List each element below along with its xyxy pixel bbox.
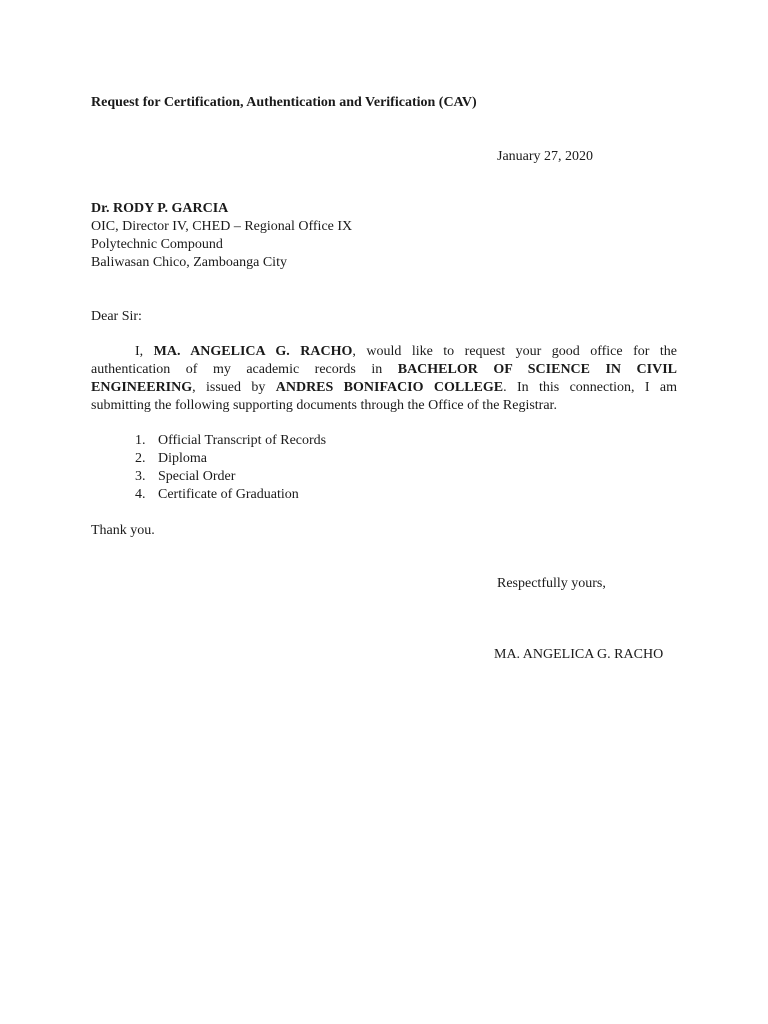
letter-date: January 27, 2020 [497, 149, 594, 164]
recipient-address-line1: Polytechnic Compound [91, 237, 223, 252]
recipient-address-line2: Baliwasan Chico, Zamboanga City [91, 255, 287, 270]
body-text: , issued by [192, 380, 276, 395]
body-line-2 [91, 361, 677, 379]
list-text: Diploma [158, 451, 207, 466]
body-text: authentication of my academic records in [91, 362, 398, 377]
complimentary-close: Respectfully yours, [497, 576, 606, 591]
body-line-4: submitting the following supporting documents through the Office of the Registrar. [91, 398, 557, 413]
recipient-name: Dr. RODY P. GARCIA [91, 201, 229, 216]
school-name: ANDRES BONIFACIO COLLEGE [275, 380, 504, 395]
body-text: , would like to request your good office for the [352, 344, 677, 359]
list-text: Official Transcript of Records [158, 433, 327, 448]
letter-title: Request for Certification, Authentication and Verification (CAV) [91, 95, 477, 110]
body-text: I, [135, 344, 154, 359]
body-line-1 [91, 343, 677, 361]
salutation: Dear Sir: [91, 309, 142, 324]
list-number: 2. [135, 451, 146, 466]
degree-name-cont: ENGINEERING [91, 380, 193, 395]
thanks-line: Thank you. [91, 523, 155, 538]
requester-name: MA. ANGELICA G. RACHO [153, 344, 353, 359]
list-number: 1. [135, 433, 146, 448]
recipient-position: OIC, Director IV, CHED – Regional Office IX [91, 219, 353, 234]
list-text: Certificate of Graduation [158, 487, 299, 502]
body-text: . In this connection, I am [503, 380, 678, 395]
recipient-block [91, 200, 352, 272]
degree-name: BACHELOR OF SCIENCE IN CIVIL [397, 362, 677, 377]
body-paragraph [91, 343, 677, 415]
signature-name: MA. ANGELICA G. RACHO [494, 647, 664, 662]
body-line-3 [91, 379, 677, 397]
list-number: 3. [135, 469, 146, 484]
list-number: 4. [135, 487, 146, 502]
list-text: Special Order [158, 469, 236, 484]
